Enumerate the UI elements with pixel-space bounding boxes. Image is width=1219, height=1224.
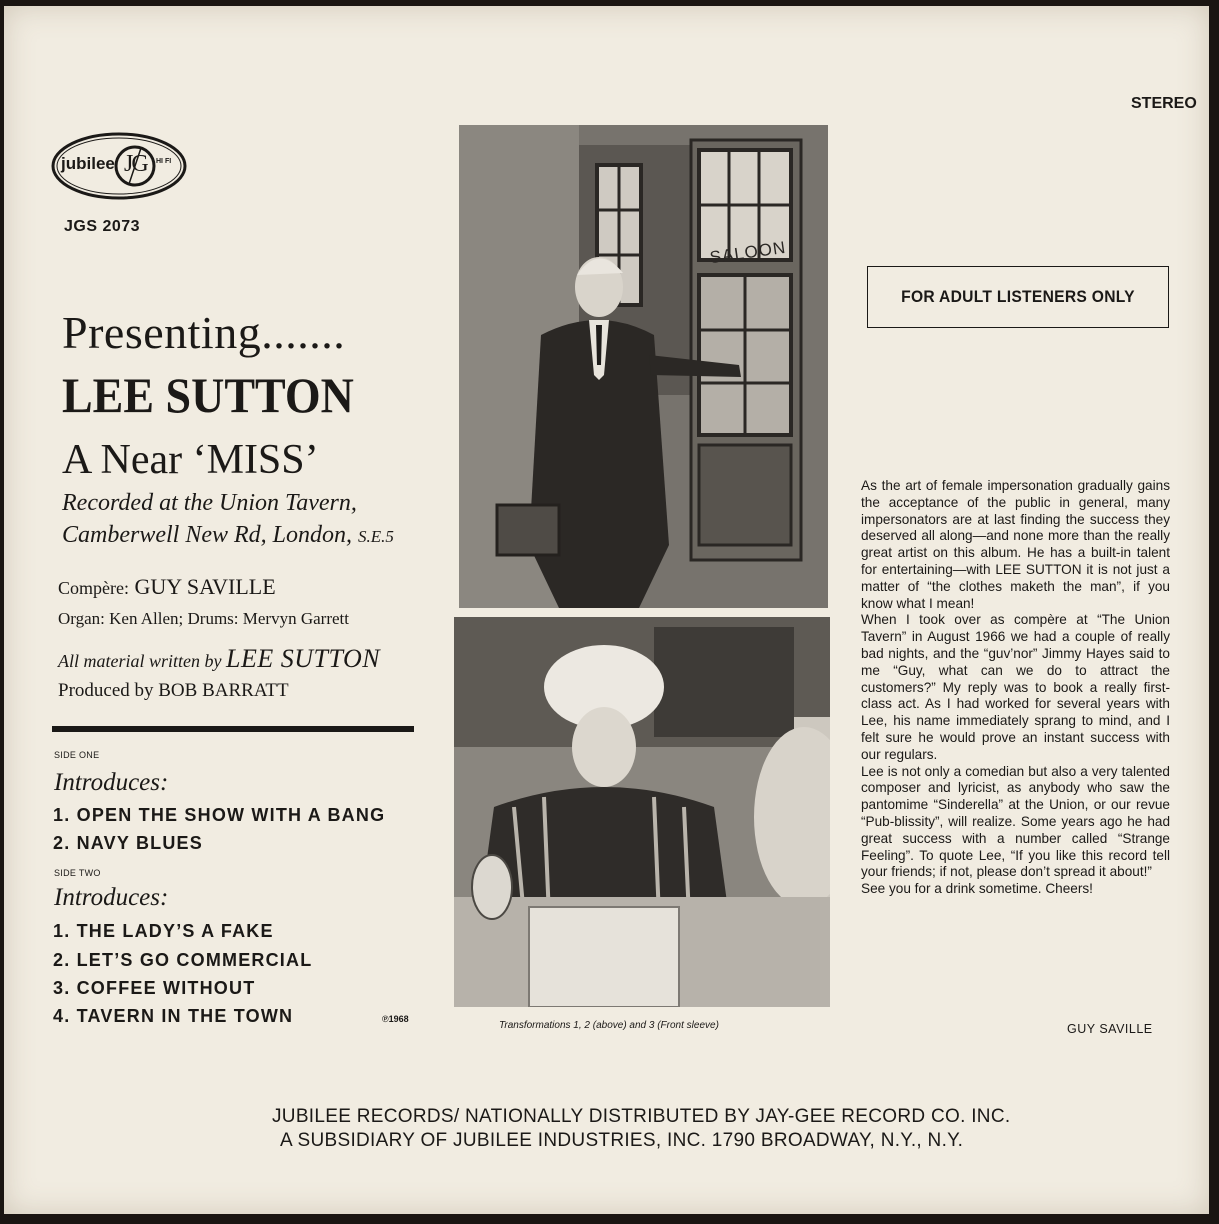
jubilee-logo [51,132,188,200]
recorded-location-line2 [62,522,394,549]
musicians-credit: Organ: Ken Allen; Drums: Mervyn Garrett [58,609,349,628]
track-list-item: 2. NAVY BLUES [53,833,203,853]
track-list-item: 3. COFFEE WITHOUT [53,978,256,998]
photo-transformation [454,617,830,1007]
distributor-line: JUBILEE RECORDS/ NATIONALLY DISTRIBUTED BY JAY-GEE RECORD CO. INC. [272,1106,1011,1127]
compere-label: Compère: [58,578,129,598]
track-list-item: 1. OPEN THE SHOW WITH A BANG [53,805,386,825]
label-monogram: JG [124,151,147,177]
label-name: jubilee [61,154,115,173]
presenting-heading: Presenting....... [62,307,346,358]
compere-name: GUY SAVILLE [134,574,276,599]
liner-notes-paragraph: See you for a drink sometime. Cheers! [861,881,1093,897]
liner-notes-paragraph: When I took over as compère at “The Union Tavern” in August 1966 we had a couple of really bad nights, and the “guv’nor” Jimmy Hayes said to me “Guy, what can we do to attract the customers?” My reply was to book a really first-class act. As I had worked for several years with Lee, his name immediately sprang to mind, and I felt sure he would prove an instant success with our regulars. [861,612,1170,762]
recorded-location-line1: Recorded at the Union Tavern, [62,490,357,516]
photo-caption: Transformations 1, 2 (above) and 3 (Front sleeve) [499,1020,719,1031]
saloon-door-sign: SALOON [708,237,788,268]
side-one-introduces: Introduces: [54,769,169,796]
catalog-number: JGS 2073 [64,218,141,235]
stereo-label: STEREO [1131,95,1197,112]
hifi-mark: HI FI [156,158,172,165]
artist-name: LEE SUTTON [62,367,354,423]
divider-rule [52,726,414,732]
producer-credit: Produced by BOB BARRATT [58,680,289,701]
writer-name: LEE SUTTON [226,644,381,673]
record-sleeve-back [4,6,1209,1214]
side-one-label: SIDE ONE [54,750,100,760]
compere-credit [58,574,276,600]
recorded-postcode: S.E.5 [358,527,394,546]
liner-notes-paragraph: As the art of female impersonation gradually gains the acceptance of the public in general, many impersonators are at last finding the success they deserved all along—and none more than the really great artist on this album. He has a built-in talent for entertaining—with LEE SUTTON it is not just a matter of “the clothes maketh the man”, if you know what I mean! [861,478,1170,611]
company-address-line: A SUBSIDIARY OF JUBILEE INDUSTRIES, INC. 1790 BROADWAY, N.Y., N.Y. [280,1130,964,1151]
writer-credit [58,644,380,674]
writer-prefix: All material written by [58,651,222,671]
track-list-item: 2. LET’S GO COMMERCIAL [53,950,313,970]
recorded-address: Camberwell New Rd, London, [62,522,353,548]
album-title: A Near ‘MISS’ [62,437,319,483]
liner-notes-paragraph: Lee is not only a comedian but also a very talented composer and lyricist, as anybody who saw the pantomime “Sinderella” at the Union, or our revue “Pub-blissity”, will realize. Some years ago he had great success with a number called “Strange Feeling”. To quote Lee, “If you like this record tell your friends; if not, please don’t spread it about!” [861,763,1170,880]
side-two-introduces: Introduces: [54,884,169,911]
adult-notice-box [867,266,1169,328]
photo-saloon-door [459,125,828,608]
liner-notes-signature: GUY SAVILLE [1067,1022,1153,1036]
side-two-label: SIDE TWO [54,868,101,878]
track-list-item: 4. TAVERN IN THE TOWN [53,1006,294,1026]
track-list-item: 1. THE LADY’S A FAKE [53,921,274,941]
liner-notes [861,478,1170,898]
adult-notice-text: FOR ADULT LISTENERS ONLY [901,287,1135,306]
copyright-notice: ℗1968 [382,1014,409,1024]
